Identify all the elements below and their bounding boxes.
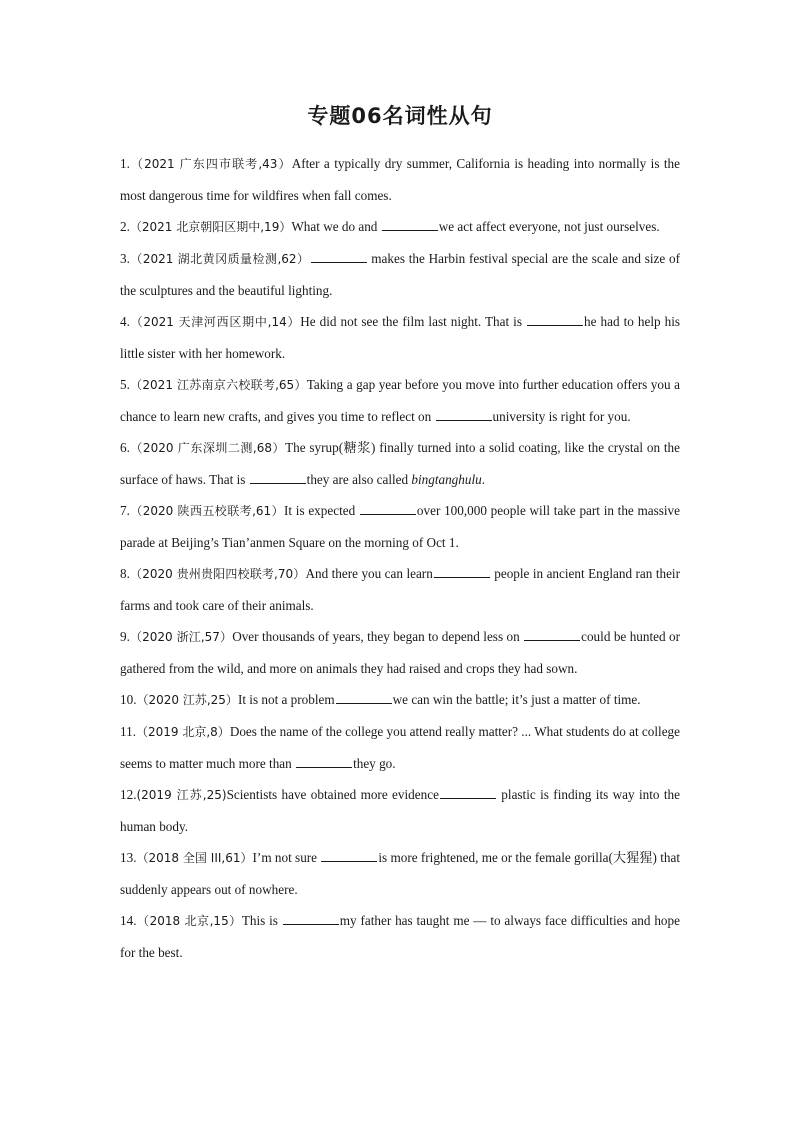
- question-text: Does the name of the college you attend really matter? ... What students do at college seems to matter much more than: [120, 724, 680, 771]
- question-source: （2020 陕西五校联考,61）: [129, 504, 285, 518]
- question-source: （2020 浙江,57）: [129, 630, 233, 644]
- question-text: makes the Harbin festival special are the scale and size of the sculptures and the beautiful lighting.: [120, 251, 680, 298]
- question-number: 2.: [120, 219, 130, 234]
- question-text: What we do and: [291, 219, 381, 234]
- question-12: [120, 779, 680, 842]
- question-6: [120, 432, 680, 495]
- answer-blank[interactable]: [336, 691, 392, 704]
- question-source: （2018 全国 III,61）: [136, 851, 253, 865]
- answer-blank[interactable]: [311, 250, 367, 263]
- question-5: [120, 369, 680, 432]
- answer-blank[interactable]: [527, 313, 583, 326]
- question-text: over 100,000 people will take part in the massive parade at Beijing’s Tian’anmen Square on the morning of Oct 1.: [120, 503, 680, 550]
- answer-blank[interactable]: [296, 755, 352, 768]
- question-source: （2021 江苏南京六校联考,65）: [129, 378, 307, 392]
- question-number: 7.: [120, 503, 130, 518]
- question-text: Over thousands of years, they began to depend less on: [232, 629, 524, 644]
- question-4: [120, 306, 680, 369]
- italic-term: bingtanghulu: [411, 472, 482, 487]
- question-text: is more frightened, me or the female gorilla(大猩猩) that suddenly appears out of nowhere.: [120, 850, 680, 897]
- question-number: 9.: [120, 629, 130, 644]
- question-text: he had to help his little sister with her homework.: [120, 314, 680, 361]
- question-text: After a typically dry summer, California is heading into normally is the most dangerous time for wildfires when fall comes.: [120, 156, 680, 203]
- answer-blank[interactable]: [434, 565, 490, 578]
- question-9: [120, 621, 680, 684]
- question-8: [120, 558, 680, 621]
- question-number: 6.: [120, 440, 130, 455]
- question-text: Taking a gap year before you move into further education offers you a chance to learn new crafts, and gives you time to reflect on: [120, 377, 680, 424]
- question-text: I’m not sure: [252, 850, 321, 865]
- question-source: (2019 江苏,25): [136, 788, 227, 802]
- question-number: 14.: [120, 913, 137, 928]
- answer-blank[interactable]: [283, 912, 339, 925]
- question-1: [120, 148, 680, 211]
- question-14: [120, 905, 680, 968]
- question-text: He did not see the film last night. That is: [300, 314, 527, 329]
- question-source: （2021 北京朝阳区期中,19）: [129, 220, 292, 234]
- question-number: 10.: [120, 692, 137, 707]
- question-text: It is expected: [284, 503, 359, 518]
- answer-blank[interactable]: [440, 786, 496, 799]
- question-text: they go.: [353, 756, 396, 771]
- question-number: 8.: [120, 566, 130, 581]
- question-source: （2021 天津河西区期中,14）: [129, 315, 301, 329]
- question-text: could be hunted or gathered from the wild, and more on animals they had raised and crops they had sown.: [120, 629, 680, 676]
- question-2: [120, 211, 680, 243]
- question-11: [120, 716, 680, 779]
- question-text: This is: [241, 913, 282, 928]
- answer-blank[interactable]: [250, 471, 306, 484]
- question-source: （2021 湖北黄冈质量检测,62）: [129, 252, 310, 266]
- question-text: they are also called: [306, 472, 412, 487]
- question-source: （2018 北京,15）: [136, 914, 242, 928]
- question-text: my father has taught me — to always face difficulties and hope for the best.: [120, 913, 680, 960]
- question-7: [120, 495, 680, 558]
- question-number: 13.: [120, 850, 137, 865]
- question-13: [120, 842, 680, 905]
- question-number: 12.: [120, 787, 137, 802]
- page-title: 专题06名词性从句: [307, 104, 493, 128]
- question-text: .: [481, 472, 486, 487]
- question-text: university is right for you.: [492, 409, 631, 424]
- question-source: （2019 北京,8）: [136, 725, 230, 739]
- answer-blank[interactable]: [436, 408, 492, 421]
- answer-blank[interactable]: [321, 849, 377, 862]
- question-number: 5.: [120, 377, 130, 392]
- question-text: The syrup(糖浆) finally turned into a solid coating, like the crystal on the surface of haws. That is: [120, 440, 680, 487]
- document-page: [120, 98, 680, 968]
- question-10: [120, 684, 680, 716]
- question-source: （2021 广东四市联考,43）: [129, 157, 292, 171]
- question-source: （2020 江苏,25）: [136, 693, 238, 707]
- question-number: 4.: [120, 314, 130, 329]
- question-source: （2020 广东深圳二测,68）: [129, 441, 286, 455]
- question-source: （2020 贵州贵阳四校联考,70）: [129, 567, 306, 581]
- question-number: 1.: [120, 156, 130, 171]
- answer-blank[interactable]: [524, 628, 580, 641]
- question-text: And there you can learn: [305, 566, 433, 581]
- question-text: we act affect everyone, not just ourselves.: [438, 219, 660, 234]
- question-text: Scientists have obtained more evidence: [226, 787, 439, 802]
- question-text: we can win the battle; it’s just a matter of time.: [392, 692, 641, 707]
- question-3: [120, 243, 680, 306]
- answer-blank[interactable]: [382, 218, 438, 231]
- question-text: It is not a problem: [237, 692, 335, 707]
- question-text: plastic is finding its way into the human body.: [120, 787, 680, 834]
- question-number: 3.: [120, 251, 130, 266]
- question-number: 11.: [120, 724, 136, 739]
- answer-blank[interactable]: [360, 502, 416, 515]
- question-text: people in ancient England ran their farms and took care of their animals.: [120, 566, 680, 613]
